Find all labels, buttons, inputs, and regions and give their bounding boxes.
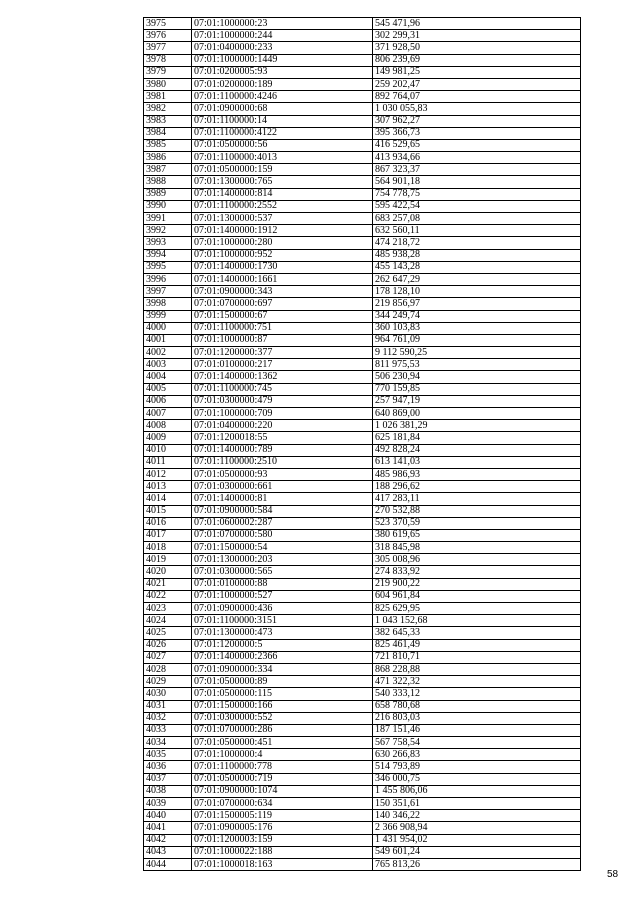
cadastral-number-cell: 07:01:0400000:220: [192, 420, 373, 432]
table-row: [144, 249, 581, 261]
cadastral-number-cell: 07:01:1200003:159: [192, 834, 373, 846]
row-number-cell: 4034: [144, 737, 192, 749]
row-number-cell: 4033: [144, 724, 192, 736]
cadastral-number-cell: 07:01:1500000:54: [192, 542, 373, 554]
row-number-cell: 4038: [144, 785, 192, 797]
value-cell: 395 366,73: [373, 127, 581, 139]
value-cell: 318 845,98: [373, 542, 581, 554]
table-row: [144, 225, 581, 237]
table-row: [144, 798, 581, 810]
table-row: [144, 749, 581, 761]
cadastral-number-cell: 07:01:1000022:188: [192, 846, 373, 858]
cadastral-number-cell: 07:01:1300000:203: [192, 554, 373, 566]
row-number-cell: 3975: [144, 18, 192, 30]
table-row: [144, 66, 581, 78]
row-number-cell: 4037: [144, 773, 192, 785]
value-cell: 2 366 908,94: [373, 822, 581, 834]
table-row: [144, 627, 581, 639]
value-cell: 867 323,37: [373, 164, 581, 176]
table-row: [144, 578, 581, 590]
cadastral-number-cell: 07:01:0500000:451: [192, 737, 373, 749]
row-number-cell: 4025: [144, 627, 192, 639]
cadastral-number-cell: 07:01:0400000:233: [192, 42, 373, 54]
value-cell: 492 828,24: [373, 444, 581, 456]
cadastral-number-cell: 07:01:1400000:1912: [192, 225, 373, 237]
cadastral-number-cell: 07:01:0900000:334: [192, 663, 373, 675]
table-row: [144, 700, 581, 712]
value-cell: 868 228,88: [373, 663, 581, 675]
value-cell: 485 986,93: [373, 468, 581, 480]
cadastral-number-cell: 07:01:1000000:23: [192, 18, 373, 30]
value-cell: 417 283,11: [373, 493, 581, 505]
table-row: [144, 761, 581, 773]
cadastral-number-cell: 07:01:1000018:163: [192, 858, 373, 870]
cadastral-number-cell: 07:01:1500000:67: [192, 310, 373, 322]
table-row: [144, 273, 581, 285]
table-row: [144, 505, 581, 517]
cadastral-number-cell: 07:01:1000000:244: [192, 30, 373, 42]
row-number-cell: 4028: [144, 663, 192, 675]
cadastral-number-cell: 07:01:1400000:1362: [192, 371, 373, 383]
table-row: [144, 152, 581, 164]
value-cell: 595 422,54: [373, 200, 581, 212]
value-cell: 187 151,46: [373, 724, 581, 736]
value-cell: 455 143,28: [373, 261, 581, 273]
value-cell: 632 560,11: [373, 225, 581, 237]
row-number-cell: 4027: [144, 651, 192, 663]
cadastral-number-cell: 07:01:1100000:3151: [192, 615, 373, 627]
cadastral-number-cell: 07:01:1100000:2552: [192, 200, 373, 212]
table-row: [144, 858, 581, 870]
value-cell: 344 249,74: [373, 310, 581, 322]
row-number-cell: 4009: [144, 432, 192, 444]
value-cell: 825 629,95: [373, 603, 581, 615]
row-number-cell: 3999: [144, 310, 192, 322]
cadastral-number-cell: 07:01:1100000:745: [192, 383, 373, 395]
value-cell: 302 299,31: [373, 30, 581, 42]
cadastral-number-cell: 07:01:1400000:789: [192, 444, 373, 456]
row-number-cell: 4030: [144, 688, 192, 700]
cadastral-number-cell: 07:01:0200005:93: [192, 66, 373, 78]
cadastral-number-cell: 07:01:0600002:287: [192, 517, 373, 529]
cadastral-number-cell: 07:01:0700000:697: [192, 298, 373, 310]
table-row: [144, 456, 581, 468]
value-cell: 305 008,96: [373, 554, 581, 566]
value-cell: 149 981,25: [373, 66, 581, 78]
table-row: [144, 566, 581, 578]
table-row: [144, 395, 581, 407]
cadastral-number-cell: 07:01:0500000:93: [192, 468, 373, 480]
cadastral-number-cell: 07:01:1300000:765: [192, 176, 373, 188]
row-number-cell: 4040: [144, 810, 192, 822]
cadastral-number-cell: 07:01:1100000:751: [192, 322, 373, 334]
table-row: [144, 810, 581, 822]
cadastral-number-cell: 07:01:1100000:2510: [192, 456, 373, 468]
table-row: [144, 408, 581, 420]
row-number-cell: 4013: [144, 481, 192, 493]
table-row: [144, 468, 581, 480]
table-row: [144, 724, 581, 736]
value-cell: 274 833,92: [373, 566, 581, 578]
table-row: [144, 603, 581, 615]
cadastral-number-cell: 07:01:1200018:55: [192, 432, 373, 444]
value-cell: 371 928,50: [373, 42, 581, 54]
row-number-cell: 4035: [144, 749, 192, 761]
table-row: [144, 529, 581, 541]
row-number-cell: 4017: [144, 529, 192, 541]
cadastral-number-cell: 07:01:0900000:436: [192, 603, 373, 615]
cadastral-number-cell: 07:01:1200000:377: [192, 347, 373, 359]
row-number-cell: 4011: [144, 456, 192, 468]
row-number-cell: 3976: [144, 30, 192, 42]
table-row: [144, 103, 581, 115]
row-number-cell: 4026: [144, 639, 192, 651]
cadastral-number-cell: 07:01:0300000:565: [192, 566, 373, 578]
table-row: [144, 200, 581, 212]
cadastral-number-cell: 07:01:1500005:119: [192, 810, 373, 822]
cadastral-number-cell: 07:01:1000000:1449: [192, 54, 373, 66]
row-number-cell: 4029: [144, 676, 192, 688]
table-row: [144, 444, 581, 456]
value-cell: 964 761,09: [373, 334, 581, 346]
row-number-cell: 4043: [144, 846, 192, 858]
value-cell: 613 141,03: [373, 456, 581, 468]
table-row: [144, 54, 581, 66]
value-cell: 382 645,33: [373, 627, 581, 639]
value-cell: 1 455 806,06: [373, 785, 581, 797]
value-cell: 683 257,08: [373, 213, 581, 225]
value-cell: 770 159,85: [373, 383, 581, 395]
value-cell: 380 619,65: [373, 529, 581, 541]
row-number-cell: 4039: [144, 798, 192, 810]
value-cell: 219 856,97: [373, 298, 581, 310]
table-row: [144, 615, 581, 627]
cadastral-number-cell: 07:01:0300000:661: [192, 481, 373, 493]
cadastral-number-cell: 07:01:0500000:56: [192, 139, 373, 151]
table-row: [144, 785, 581, 797]
table-row: [144, 517, 581, 529]
row-number-cell: 4000: [144, 322, 192, 334]
table-row: [144, 590, 581, 602]
value-cell: 9 112 590,25: [373, 347, 581, 359]
table-row: [144, 493, 581, 505]
cadastral-number-cell: 07:01:1300000:537: [192, 213, 373, 225]
table-row: [144, 371, 581, 383]
cadastral-number-cell: 07:01:1100000:4122: [192, 127, 373, 139]
cadastral-number-cell: 07:01:1000000:280: [192, 237, 373, 249]
table-row: [144, 115, 581, 127]
row-number-cell: 3992: [144, 225, 192, 237]
cadastral-number-cell: 07:01:1000000:87: [192, 334, 373, 346]
value-cell: 307 962,27: [373, 115, 581, 127]
value-cell: 540 333,12: [373, 688, 581, 700]
cadastral-number-cell: 07:01:0500000:89: [192, 676, 373, 688]
row-number-cell: 3982: [144, 103, 192, 115]
table-row: [144, 663, 581, 675]
row-number-cell: 4032: [144, 712, 192, 724]
cadastral-number-cell: 07:01:0700000:286: [192, 724, 373, 736]
row-number-cell: 4014: [144, 493, 192, 505]
row-number-cell: 3987: [144, 164, 192, 176]
row-number-cell: 4003: [144, 359, 192, 371]
row-number-cell: 3985: [144, 139, 192, 151]
row-number-cell: 4001: [144, 334, 192, 346]
table-row: [144, 676, 581, 688]
table-row: [144, 432, 581, 444]
value-cell: 360 103,83: [373, 322, 581, 334]
value-cell: 825 461,49: [373, 639, 581, 651]
value-cell: 150 351,61: [373, 798, 581, 810]
row-number-cell: 3989: [144, 188, 192, 200]
value-cell: 625 181,84: [373, 432, 581, 444]
value-cell: 474 218,72: [373, 237, 581, 249]
cadastral-number-cell: 07:01:1100000:4246: [192, 91, 373, 103]
value-cell: 545 471,96: [373, 18, 581, 30]
row-number-cell: 4036: [144, 761, 192, 773]
value-cell: 630 266,83: [373, 749, 581, 761]
cadastral-number-cell: 07:01:1400000:814: [192, 188, 373, 200]
row-number-cell: 3977: [144, 42, 192, 54]
value-cell: 216 803,03: [373, 712, 581, 724]
table-row: [144, 18, 581, 30]
table-row: [144, 688, 581, 700]
cadastral-number-cell: 07:01:1200000:5: [192, 639, 373, 651]
cadastral-number-cell: 07:01:1000000:709: [192, 408, 373, 420]
row-number-cell: 3995: [144, 261, 192, 273]
row-number-cell: 4020: [144, 566, 192, 578]
row-number-cell: 4010: [144, 444, 192, 456]
table-row: [144, 822, 581, 834]
value-cell: 721 810,71: [373, 651, 581, 663]
value-cell: 1 030 055,83: [373, 103, 581, 115]
value-cell: 549 601,24: [373, 846, 581, 858]
table-row: [144, 298, 581, 310]
cadastral-number-cell: 07:01:1300000:473: [192, 627, 373, 639]
table-row: [144, 737, 581, 749]
row-number-cell: 4019: [144, 554, 192, 566]
cadastral-number-cell: 07:01:0500000:719: [192, 773, 373, 785]
table-row: [144, 176, 581, 188]
table-row: [144, 322, 581, 334]
row-number-cell: 4012: [144, 468, 192, 480]
row-number-cell: 3991: [144, 213, 192, 225]
value-cell: 506 230,94: [373, 371, 581, 383]
value-cell: 257 947,19: [373, 395, 581, 407]
table-body: [144, 18, 581, 871]
cadastral-number-cell: 07:01:0700000:634: [192, 798, 373, 810]
table-row: [144, 286, 581, 298]
row-number-cell: 4024: [144, 615, 192, 627]
row-number-cell: 4002: [144, 347, 192, 359]
table-row: [144, 846, 581, 858]
row-number-cell: 4022: [144, 590, 192, 602]
row-number-cell: 3979: [144, 66, 192, 78]
cadastral-number-cell: 07:01:1400000:1661: [192, 273, 373, 285]
cadastral-number-cell: 07:01:0500000:159: [192, 164, 373, 176]
cadastral-number-cell: 07:01:1500000:166: [192, 700, 373, 712]
cadastral-number-cell: 07:01:1000000:4: [192, 749, 373, 761]
row-number-cell: 4018: [144, 542, 192, 554]
value-cell: 259 202,47: [373, 78, 581, 90]
cadastral-number-cell: 07:01:0300000:552: [192, 712, 373, 724]
table-row: [144, 542, 581, 554]
table-row: [144, 481, 581, 493]
row-number-cell: 4008: [144, 420, 192, 432]
row-number-cell: 4005: [144, 383, 192, 395]
cadastral-number-cell: 07:01:1100000:778: [192, 761, 373, 773]
cadastral-number-cell: 07:01:0900000:68: [192, 103, 373, 115]
cadastral-number-cell: 07:01:0900005:176: [192, 822, 373, 834]
cadastral-number-cell: 07:01:1100000:14: [192, 115, 373, 127]
table-row: [144, 42, 581, 54]
cadastral-number-cell: 07:01:0200000:189: [192, 78, 373, 90]
value-cell: 523 370,59: [373, 517, 581, 529]
value-cell: 485 938,28: [373, 249, 581, 261]
table-row: [144, 554, 581, 566]
row-number-cell: 3993: [144, 237, 192, 249]
value-cell: 604 961,84: [373, 590, 581, 602]
value-cell: 471 322,32: [373, 676, 581, 688]
cadastral-number-cell: 07:01:0100000:217: [192, 359, 373, 371]
cadastral-number-cell: 07:01:0700000:580: [192, 529, 373, 541]
value-cell: 765 813,26: [373, 858, 581, 870]
table-row: [144, 213, 581, 225]
cadastral-number-cell: 07:01:1400000:1730: [192, 261, 373, 273]
table-row: [144, 127, 581, 139]
table-row: [144, 639, 581, 651]
table-row: [144, 712, 581, 724]
row-number-cell: 3998: [144, 298, 192, 310]
cadastral-number-cell: 07:01:1000000:952: [192, 249, 373, 261]
value-cell: 178 128,10: [373, 286, 581, 298]
cadastral-number-cell: 07:01:1100000:4013: [192, 152, 373, 164]
cadastral-number-cell: 07:01:0100000:88: [192, 578, 373, 590]
cadastral-number-cell: 07:01:1400000:2366: [192, 651, 373, 663]
value-cell: 754 778,75: [373, 188, 581, 200]
table-row: [144, 164, 581, 176]
value-cell: 892 764,07: [373, 91, 581, 103]
row-number-cell: 3980: [144, 78, 192, 90]
value-cell: 416 529,65: [373, 139, 581, 151]
row-number-cell: 4006: [144, 395, 192, 407]
cadastral-number-cell: 07:01:0900000:343: [192, 286, 373, 298]
page-number: 58: [607, 869, 619, 880]
value-cell: 262 647,29: [373, 273, 581, 285]
table-row: [144, 310, 581, 322]
row-number-cell: 3984: [144, 127, 192, 139]
value-cell: 811 975,53: [373, 359, 581, 371]
row-number-cell: 3997: [144, 286, 192, 298]
table-row: [144, 359, 581, 371]
cadastral-number-cell: 07:01:1400000:81: [192, 493, 373, 505]
table-row: [144, 78, 581, 90]
value-cell: 1 026 381,29: [373, 420, 581, 432]
table-row: [144, 383, 581, 395]
row-number-cell: 4007: [144, 408, 192, 420]
value-cell: 1 431 954,02: [373, 834, 581, 846]
value-cell: 806 239,69: [373, 54, 581, 66]
row-number-cell: 3988: [144, 176, 192, 188]
value-cell: 270 532,88: [373, 505, 581, 517]
table-row: [144, 188, 581, 200]
table-row: [144, 30, 581, 42]
value-cell: 140 346,22: [373, 810, 581, 822]
row-number-cell: 3978: [144, 54, 192, 66]
row-number-cell: 4031: [144, 700, 192, 712]
row-number-cell: 4023: [144, 603, 192, 615]
table-row: [144, 420, 581, 432]
row-number-cell: 4044: [144, 858, 192, 870]
value-cell: 219 900,22: [373, 578, 581, 590]
row-number-cell: 4042: [144, 834, 192, 846]
table-row: [144, 139, 581, 151]
table-row: [144, 347, 581, 359]
value-cell: 640 869,00: [373, 408, 581, 420]
cadastral-number-cell: 07:01:0900000:1074: [192, 785, 373, 797]
value-cell: 346 000,75: [373, 773, 581, 785]
row-number-cell: 4021: [144, 578, 192, 590]
table-row: [144, 237, 581, 249]
table-row: [144, 773, 581, 785]
cadastral-number-cell: 07:01:0300000:479: [192, 395, 373, 407]
row-number-cell: 4041: [144, 822, 192, 834]
table-row: [144, 834, 581, 846]
row-number-cell: 3981: [144, 91, 192, 103]
cadastral-number-cell: 07:01:0900000:584: [192, 505, 373, 517]
row-number-cell: 3990: [144, 200, 192, 212]
row-number-cell: 4015: [144, 505, 192, 517]
value-cell: 514 793,89: [373, 761, 581, 773]
table-row: [144, 91, 581, 103]
value-cell: 188 296,62: [373, 481, 581, 493]
row-number-cell: 4004: [144, 371, 192, 383]
table-row: [144, 261, 581, 273]
row-number-cell: 3996: [144, 273, 192, 285]
value-cell: 1 043 152,68: [373, 615, 581, 627]
table-row: [144, 651, 581, 663]
row-number-cell: 4016: [144, 517, 192, 529]
row-number-cell: 3983: [144, 115, 192, 127]
cadastral-value-table: [143, 17, 581, 871]
table-row: [144, 334, 581, 346]
cadastral-number-cell: 07:01:0500000:115: [192, 688, 373, 700]
cadastral-number-cell: 07:01:1000000:527: [192, 590, 373, 602]
value-cell: 564 901,18: [373, 176, 581, 188]
value-cell: 413 934,66: [373, 152, 581, 164]
row-number-cell: 3994: [144, 249, 192, 261]
value-cell: 567 758,54: [373, 737, 581, 749]
row-number-cell: 3986: [144, 152, 192, 164]
value-cell: 658 780,68: [373, 700, 581, 712]
